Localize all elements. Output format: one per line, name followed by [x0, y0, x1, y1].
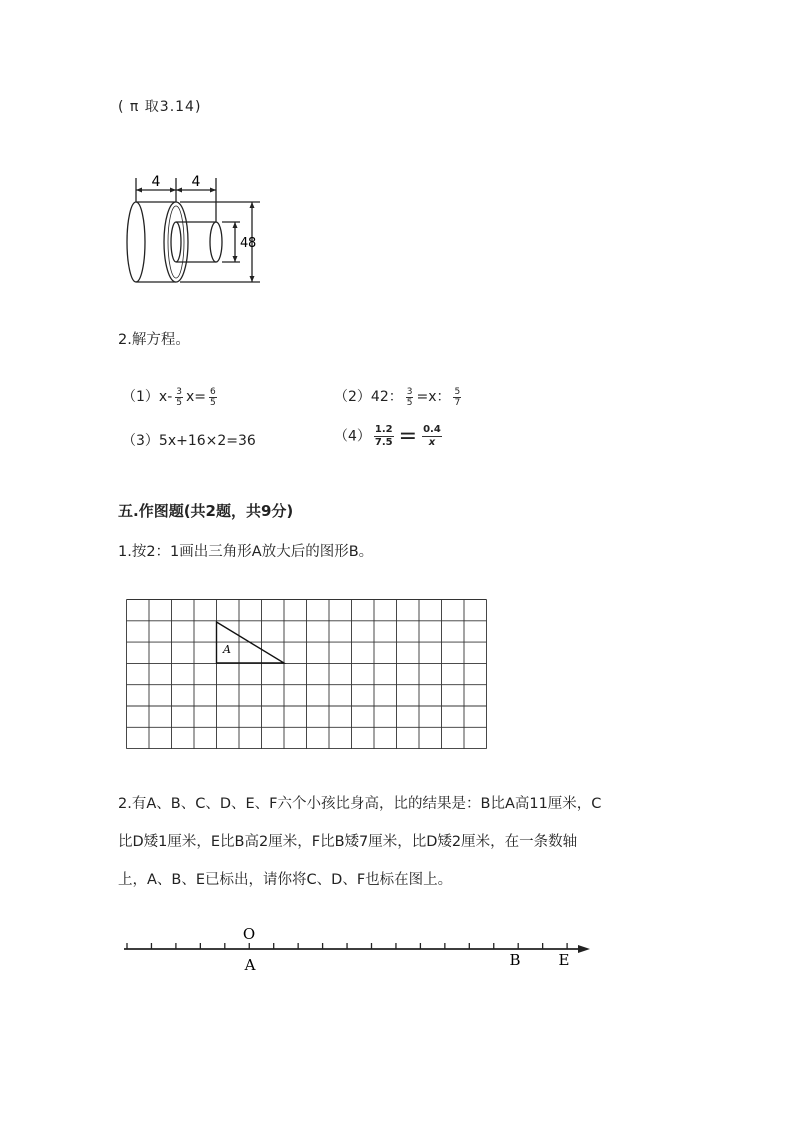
s5-q1-text: 1.按2：1画出三角形A放大后的图形B。 [118, 544, 374, 560]
label-e: E [558, 951, 570, 969]
s5-q2-line-3: 上，A、B、E已标出，请你将C、D、F也标在图上。 [118, 872, 453, 888]
triangle-label-a: A [223, 643, 231, 656]
s5-q2-line-1: 2.有A、B、C、D、E、F六个小孩比身高，比的结果是：B比A高11厘米，C [118, 796, 602, 812]
inner-right-face [210, 222, 222, 262]
label-origin-o: O [242, 925, 256, 943]
label-a: A [244, 956, 256, 974]
s5-q2-line-2: 比D矮1厘米，E比B高2厘米，F比B矮7厘米，比D矮2厘米，在一条数轴 [118, 834, 578, 850]
eq2-fraction-1: $\frac{3}{5}$ [406, 386, 413, 408]
eq4-fraction-1: $\frac{1.2}{7.5}$ [374, 424, 393, 448]
cylinder-figure [110, 170, 270, 290]
number-line-arrow [578, 945, 590, 953]
drawing-grid[interactable] [126, 599, 488, 749]
pi-note: ( π 取3.14) [118, 99, 202, 115]
section-5-title: 五.作图题(共2题，共9分) [118, 502, 294, 520]
equation-2: （2）42： $\frac{3}{5}$ =x： $\frac{5}{7}$ [334, 386, 461, 408]
eq2-fraction-2: $\frac{5}{7}$ [454, 386, 461, 408]
equation-3: （3）5x+16×2=36 [122, 433, 256, 449]
label-b: B [509, 951, 521, 969]
outer-left-face [127, 202, 145, 282]
inner-left-face [171, 222, 181, 262]
dim-top-right: 4 [191, 174, 201, 190]
eq1-fraction-1: $\frac{3}{5}$ [176, 386, 182, 408]
dim-top-left: 4 [151, 174, 161, 190]
dim-outer: 8 [248, 236, 257, 251]
eq1-fraction-2: $\frac{6}{5}$ [210, 386, 216, 408]
q2-title: 2.解方程。 [118, 332, 190, 348]
eq4-fraction-2: $\frac{0.4}{x}$ [423, 424, 441, 448]
equation-1: （1）x- $\frac{3}{5}$ x= $\frac{6}{5}$ [122, 386, 216, 408]
dim-inner: 4 [240, 236, 249, 251]
number-line[interactable] [120, 920, 600, 980]
equation-4: （4） $\frac{1.2}{7.5}$ = $\frac{0.4}{x}$ [334, 424, 441, 449]
